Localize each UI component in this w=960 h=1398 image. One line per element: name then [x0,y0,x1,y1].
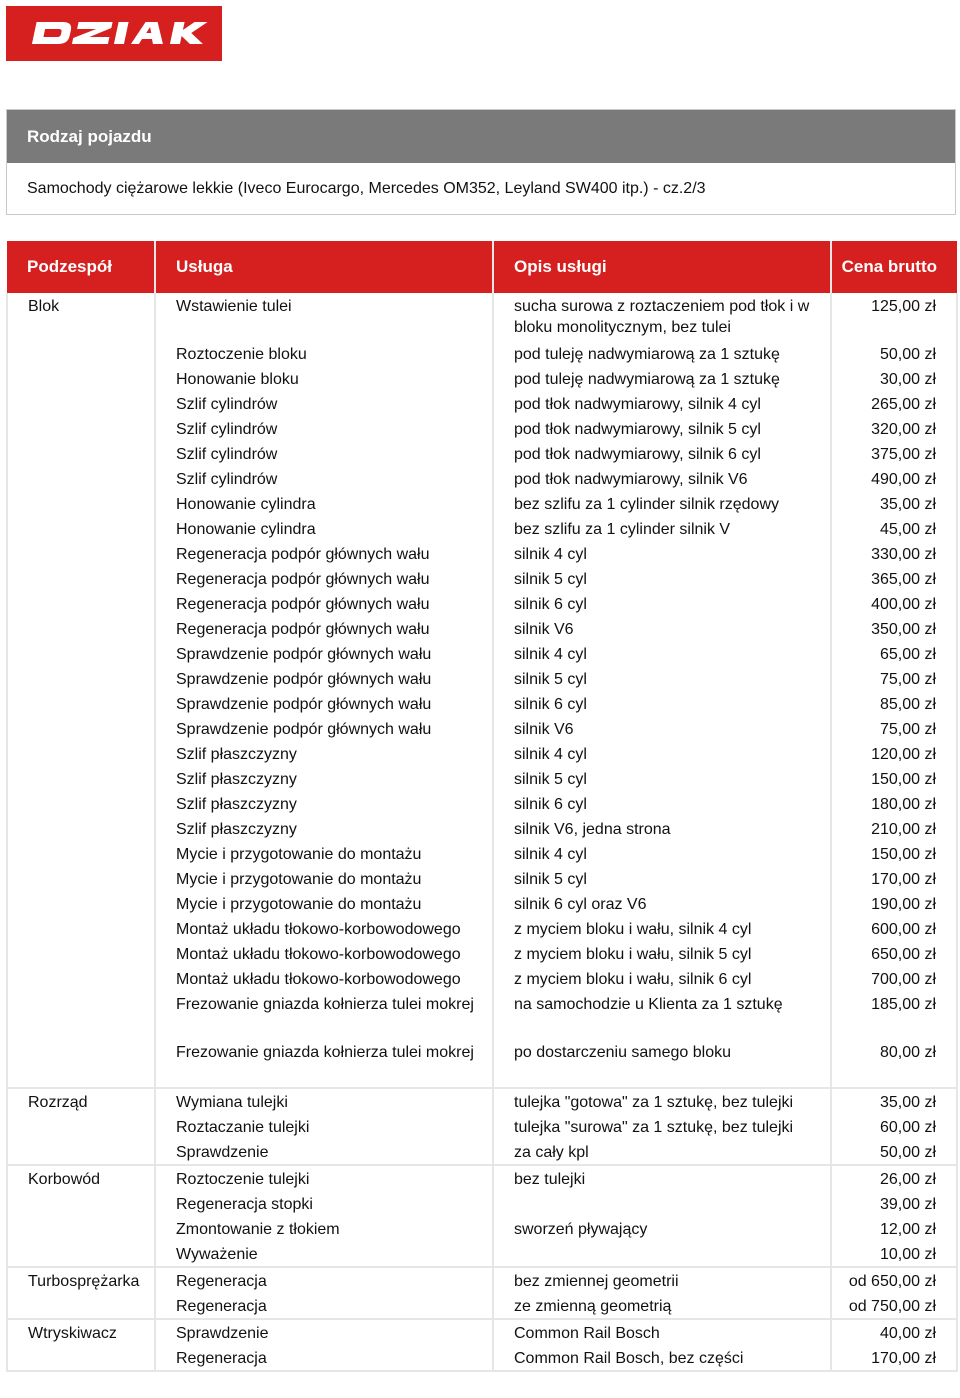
description-cell: silnik 5 cyl [493,766,831,791]
price-cell: 60,00 zł [831,1114,957,1139]
service-cell: Regeneracja podpór głównych wału [155,616,493,641]
price-cell: 80,00 zł [831,1039,957,1088]
table-row [7,616,957,641]
description-cell: silnik 4 cyl [493,741,831,766]
price-cell: 50,00 zł [831,341,957,366]
price-cell: 170,00 zł [831,866,957,891]
service-cell: Frezowanie gniazda kołnierza tulei mokrej [155,991,493,1039]
service-cell: Regeneracja [155,1345,493,1371]
description-cell: silnik V6, jedna strona [493,816,831,841]
service-cell: Szlif płaszczyzny [155,816,493,841]
service-cell: Regeneracja podpór głównych wału [155,541,493,566]
price-cell: 210,00 zł [831,816,957,841]
price-cell: 75,00 zł [831,716,957,741]
description-cell: za cały kpl [493,1139,831,1165]
price-cell: 375,00 zł [831,441,957,466]
description-cell: po dostarczeniu samego bloku [493,1039,831,1088]
table-row [7,716,957,741]
component-cell [7,1216,155,1241]
service-cell: Sprawdzenie [155,1319,493,1345]
service-cell: Szlif cylindrów [155,441,493,466]
service-cell: Roztaczanie tulejki [155,1114,493,1139]
price-table-header [7,241,957,293]
component-cell [7,366,155,391]
table-row [7,641,957,666]
component-cell: Wtryskiwacz [7,1319,155,1345]
table-row [7,1039,957,1088]
table-row [7,466,957,491]
component-cell [7,491,155,516]
description-cell: bez szlifu za 1 cylinder silnik rzędowy [493,491,831,516]
price-table [6,241,958,1372]
table-row [7,1241,957,1267]
price-cell: 400,00 zł [831,591,957,616]
description-cell: z myciem bloku i wału, silnik 4 cyl [493,916,831,941]
component-cell [7,591,155,616]
component-cell: Rozrząd [7,1088,155,1114]
component-cell [7,941,155,966]
price-cell: 650,00 zł [831,941,957,966]
dziak-logo-mark [6,6,222,61]
component-cell [7,966,155,991]
description-cell: silnik 6 cyl [493,591,831,616]
description-cell: silnik 5 cyl [493,866,831,891]
description-cell: pod tuleję nadwymiarową za 1 sztukę [493,366,831,391]
price-cell: 265,00 zł [831,391,957,416]
table-row [7,841,957,866]
price-cell: 120,00 zł [831,741,957,766]
table-row [7,691,957,716]
table-row [7,591,957,616]
component-cell [7,441,155,466]
description-cell: silnik 4 cyl [493,641,831,666]
service-cell: Sprawdzenie podpór głównych wału [155,716,493,741]
component-cell [7,816,155,841]
table-row [7,966,957,991]
table-row [7,791,957,816]
table-row [7,1165,957,1191]
price-cell: 600,00 zł [831,916,957,941]
description-cell: silnik 5 cyl [493,566,831,591]
price-cell: 490,00 zł [831,466,957,491]
service-cell: Frezowanie gniazda kołnierza tulei mokrej [155,1039,493,1088]
service-cell: Mycie i przygotowanie do montażu [155,866,493,891]
service-cell: Szlif płaszczyzny [155,791,493,816]
service-cell: Mycie i przygotowanie do montażu [155,841,493,866]
component-cell [7,1345,155,1371]
service-cell: Regeneracja podpór głównych wału [155,591,493,616]
table-row [7,366,957,391]
component-cell [7,1191,155,1216]
service-cell: Regeneracja stopki [155,1191,493,1216]
component-cell [7,541,155,566]
column-header-component: Podzespół [7,241,155,293]
description-cell: silnik 4 cyl [493,541,831,566]
price-cell: 30,00 zł [831,366,957,391]
table-row [7,1345,957,1371]
price-cell: od 650,00 zł [831,1267,957,1293]
description-cell: sucha surowa z roztaczeniem pod tłok i w bloku monolitycznym, bez tulei [493,293,831,341]
service-cell: Honowanie cylindra [155,516,493,541]
vehicle-type-value: Samochody ciężarowe lekkie (Iveco Eurocargo, Mercedes OM352, Leyland SW400 itp.) - cz.2/3 [27,180,706,197]
description-cell [493,1241,831,1267]
component-cell [7,641,155,666]
price-cell: 365,00 zł [831,566,957,591]
table-row [7,541,957,566]
price-cell: 39,00 zł [831,1191,957,1216]
table-row [7,941,957,966]
service-cell: Szlif płaszczyzny [155,766,493,791]
table-row [7,1319,957,1345]
price-cell: 85,00 zł [831,691,957,716]
table-row [7,1191,957,1216]
vehicle-type-header: Rodzaj pojazdu [7,110,955,163]
description-cell: bez tulejki [493,1165,831,1191]
table-row [7,766,957,791]
price-cell: 180,00 zł [831,791,957,816]
service-cell: Regeneracja podpór głównych wału [155,566,493,591]
table-row [7,1267,957,1293]
service-cell: Roztoczenie bloku [155,341,493,366]
service-cell: Szlif cylindrów [155,391,493,416]
description-cell: silnik 6 cyl [493,691,831,716]
component-cell [7,916,155,941]
description-cell: pod tłok nadwymiarowy, silnik 6 cyl [493,441,831,466]
price-cell: 35,00 zł [831,491,957,516]
service-cell: Regeneracja [155,1293,493,1319]
component-cell [7,616,155,641]
table-row [7,991,957,1039]
description-cell: tulejka "gotowa" za 1 sztukę, bez tulejki [493,1088,831,1114]
price-cell: 35,00 zł [831,1088,957,1114]
service-cell: Wyważenie [155,1241,493,1267]
table-row [7,516,957,541]
component-cell [7,1293,155,1319]
price-cell: 50,00 zł [831,1139,957,1165]
service-cell: Montaż układu tłokowo-korbowodowego [155,941,493,966]
price-cell: 45,00 zł [831,516,957,541]
table-row [7,1293,957,1319]
column-header-service: Usługa [155,241,493,293]
price-cell: 65,00 zł [831,641,957,666]
description-cell: bez zmiennej geometrii [493,1267,831,1293]
description-cell: Common Rail Bosch [493,1319,831,1345]
description-cell: z myciem bloku i wału, silnik 5 cyl [493,941,831,966]
component-cell [7,1241,155,1267]
service-cell: Honowanie bloku [155,366,493,391]
price-cell: 330,00 zł [831,541,957,566]
price-cell: 12,00 zł [831,1216,957,1241]
component-cell [7,1039,155,1088]
description-cell: silnik V6 [493,716,831,741]
component-cell [7,566,155,591]
description-cell: tulejka "surowa" za 1 sztukę, bez tulejki [493,1114,831,1139]
service-cell: Montaż układu tłokowo-korbowodowego [155,916,493,941]
table-row [7,341,957,366]
column-header-price: Cena brutto [831,241,957,293]
price-cell: 10,00 zł [831,1241,957,1267]
component-cell [7,741,155,766]
description-cell: Common Rail Bosch, bez części [493,1345,831,1371]
service-cell: Sprawdzenie podpór głównych wału [155,666,493,691]
table-row [7,391,957,416]
description-cell [493,1191,831,1216]
component-cell [7,691,155,716]
table-row [7,416,957,441]
service-cell: Wstawienie tulei [155,293,493,341]
description-cell: silnik 4 cyl [493,841,831,866]
component-cell [7,466,155,491]
component-cell [7,341,155,366]
component-cell [7,716,155,741]
table-row [7,866,957,891]
component-cell [7,416,155,441]
component-cell [7,666,155,691]
price-cell: 26,00 zł [831,1165,957,1191]
service-cell: Regeneracja [155,1267,493,1293]
component-cell: Blok [7,293,155,341]
table-row [7,916,957,941]
vehicle-type-panel [6,109,956,215]
service-cell: Honowanie cylindra [155,491,493,516]
component-cell [7,991,155,1039]
table-row [7,566,957,591]
price-cell: 125,00 zł [831,293,957,341]
price-cell: 350,00 zł [831,616,957,641]
column-header-description: Opis usługi [493,241,831,293]
service-cell: Mycie i przygotowanie do montażu [155,891,493,916]
description-cell: silnik V6 [493,616,831,641]
component-cell [7,866,155,891]
service-cell: Szlif płaszczyzny [155,741,493,766]
description-cell: ze zmienną geometrią [493,1293,831,1319]
description-cell: silnik 6 cyl oraz V6 [493,891,831,916]
description-cell: na samochodzie u Klienta za 1 sztukę [493,991,831,1039]
service-cell: Montaż układu tłokowo-korbowodowego [155,966,493,991]
price-cell: od 750,00 zł [831,1293,957,1319]
service-cell: Zmontowanie z tłokiem [155,1216,493,1241]
component-cell [7,766,155,791]
service-cell: Sprawdzenie podpór głównych wału [155,691,493,716]
table-row [7,891,957,916]
table-row [7,816,957,841]
service-cell: Wymiana tulejki [155,1088,493,1114]
description-cell: pod tuleję nadwymiarową za 1 sztukę [493,341,831,366]
description-cell: pod tłok nadwymiarowy, silnik 5 cyl [493,416,831,441]
table-row [7,491,957,516]
price-cell: 170,00 zł [831,1345,957,1371]
brand-logo [6,6,222,61]
component-cell [7,516,155,541]
table-row [7,293,957,341]
service-cell: Sprawdzenie podpór głównych wału [155,641,493,666]
component-cell [7,891,155,916]
description-cell: sworzeń pływający [493,1216,831,1241]
component-cell: Korbowód [7,1165,155,1191]
price-cell: 75,00 zł [831,666,957,691]
table-row [7,741,957,766]
service-cell: Szlif cylindrów [155,416,493,441]
description-cell: silnik 5 cyl [493,666,831,691]
component-cell [7,391,155,416]
description-cell: bez szlifu za 1 cylinder silnik V [493,516,831,541]
component-cell [7,841,155,866]
component-cell [7,1139,155,1165]
table-row [7,1114,957,1139]
component-cell: Turbosprężarka [7,1267,155,1293]
service-cell: Roztoczenie tulejki [155,1165,493,1191]
price-cell: 150,00 zł [831,841,957,866]
description-cell: z myciem bloku i wału, silnik 6 cyl [493,966,831,991]
table-row [7,1139,957,1165]
price-cell: 185,00 zł [831,991,957,1039]
price-cell: 40,00 zł [831,1319,957,1345]
service-cell: Sprawdzenie [155,1139,493,1165]
table-row [7,1088,957,1114]
component-cell [7,1114,155,1139]
component-cell [7,791,155,816]
table-row [7,1216,957,1241]
price-cell: 190,00 zł [831,891,957,916]
description-cell: pod tłok nadwymiarowy, silnik 4 cyl [493,391,831,416]
description-cell: pod tłok nadwymiarowy, silnik V6 [493,466,831,491]
service-cell: Szlif cylindrów [155,466,493,491]
price-cell: 150,00 zł [831,766,957,791]
table-row [7,441,957,466]
price-cell: 700,00 zł [831,966,957,991]
table-row [7,666,957,691]
price-cell: 320,00 zł [831,416,957,441]
description-cell: silnik 6 cyl [493,791,831,816]
